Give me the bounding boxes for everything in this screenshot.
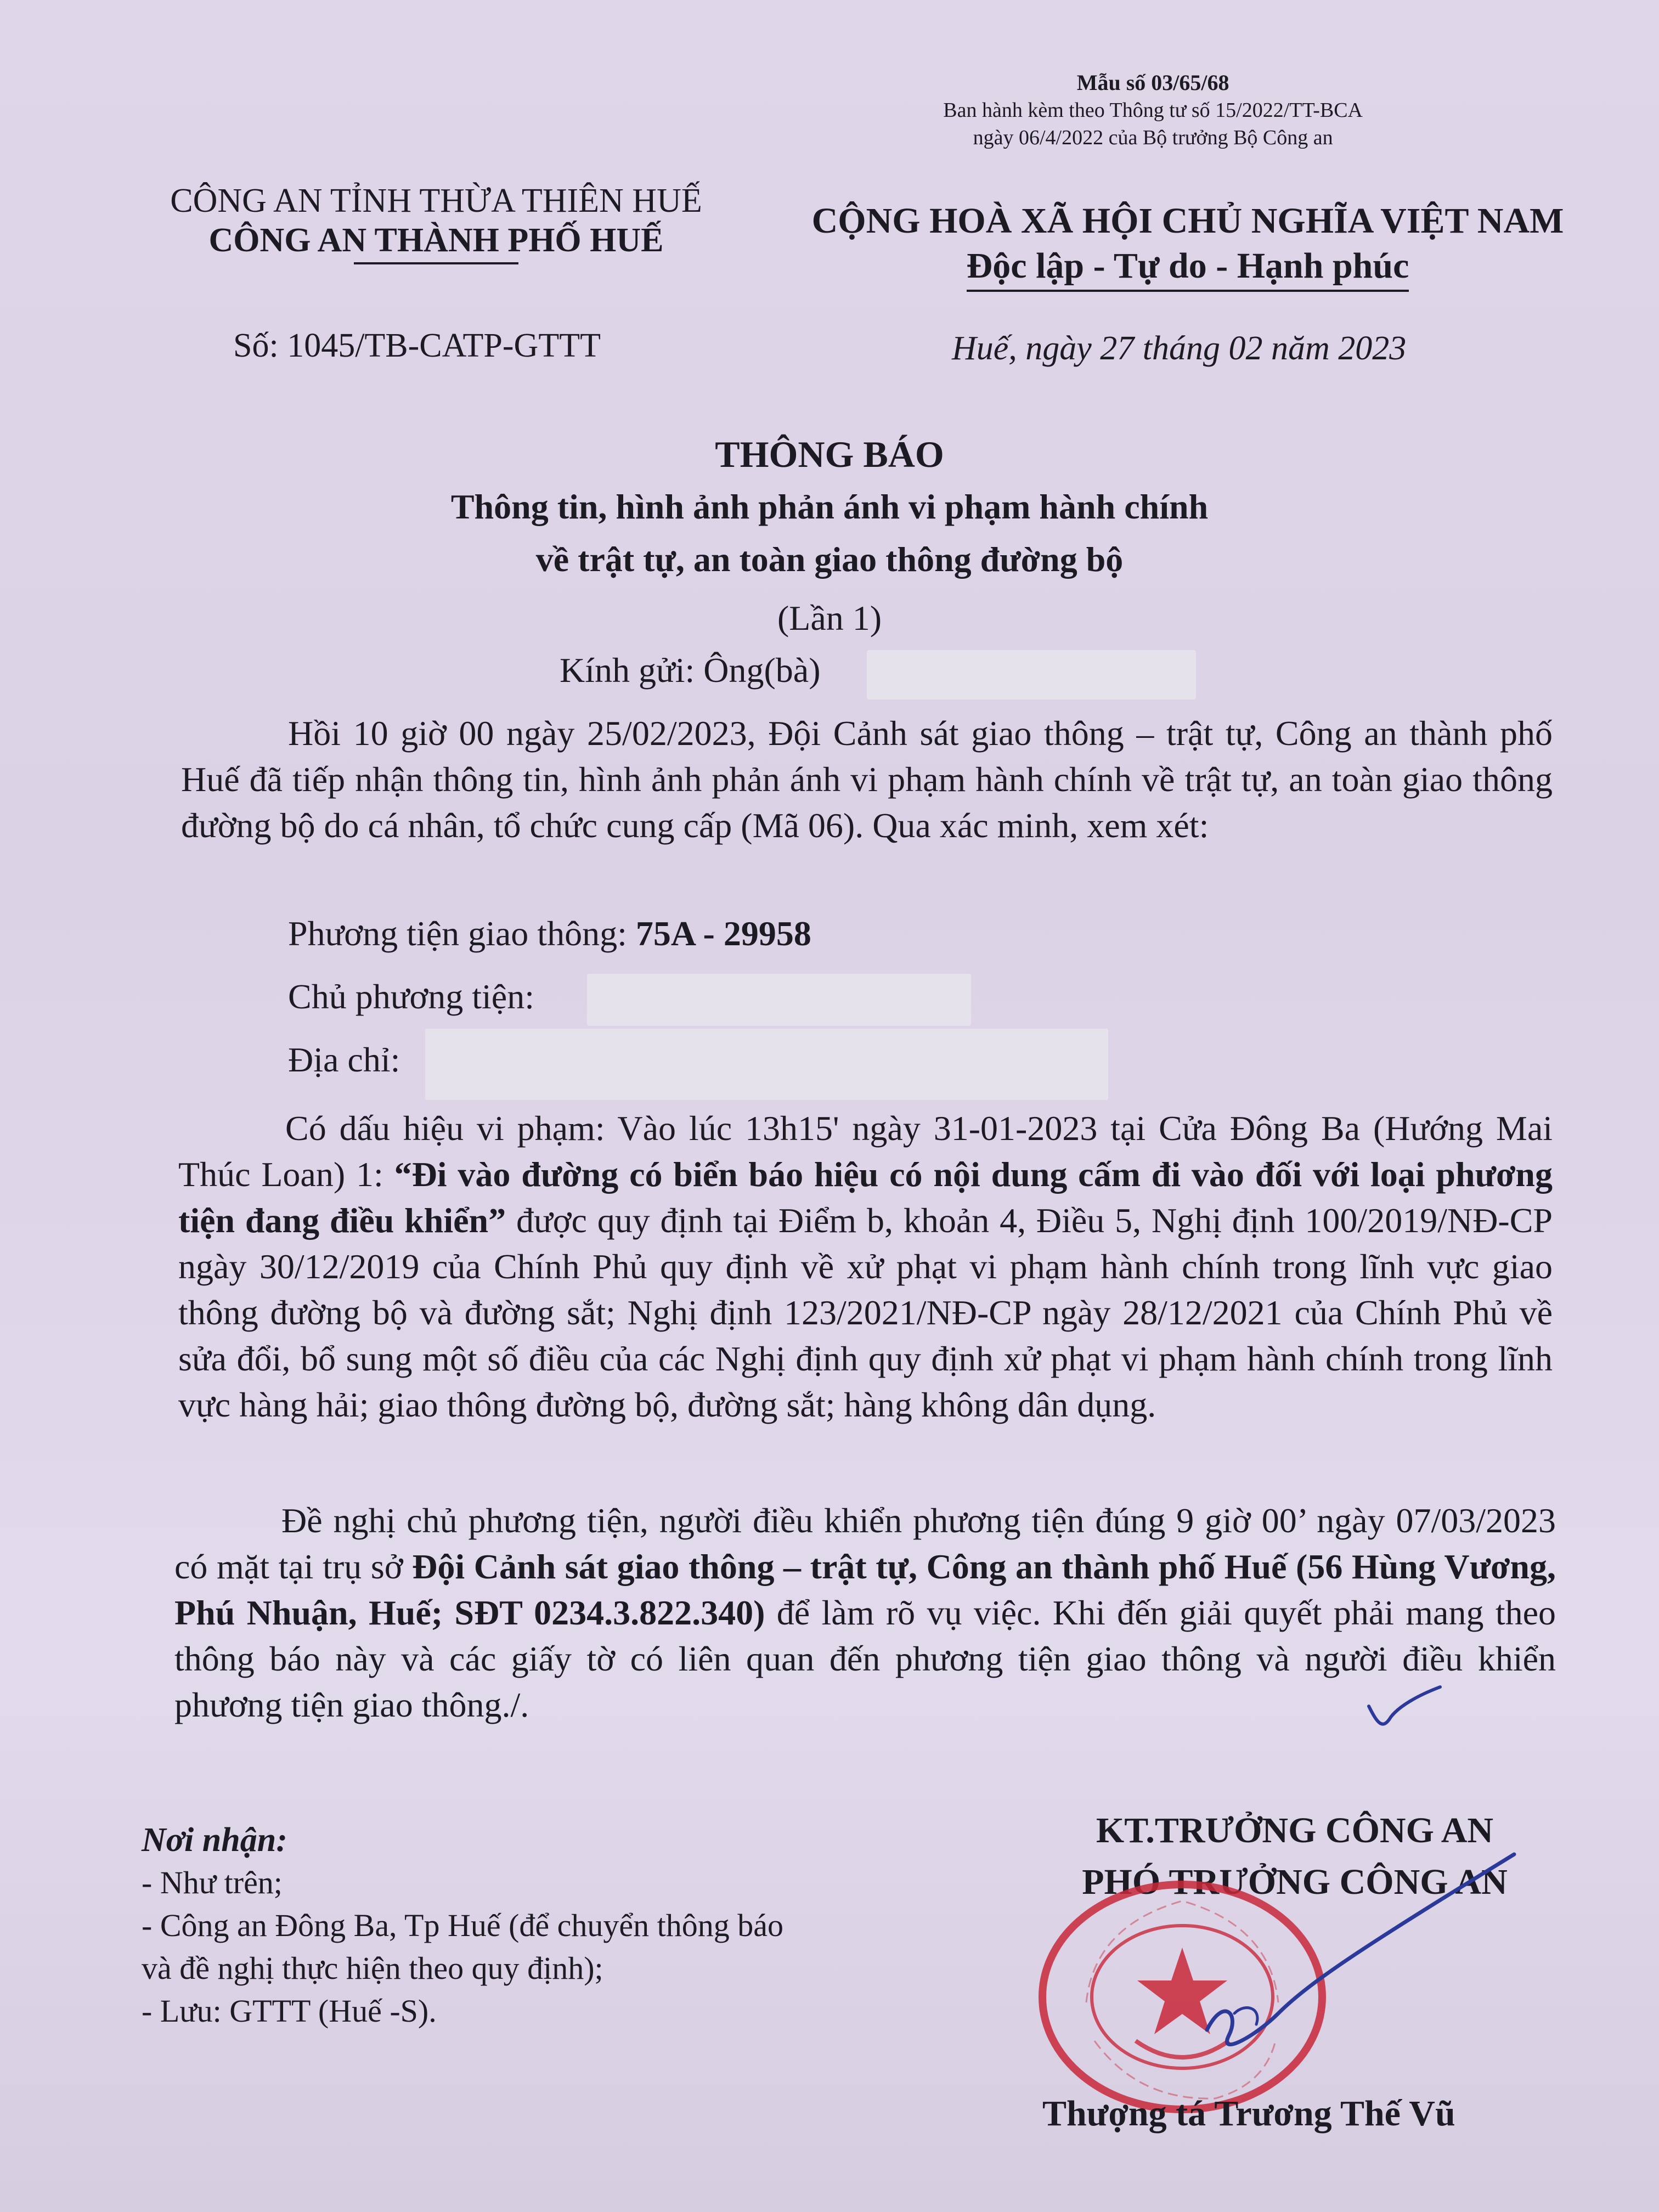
signature-line-1: KT.TRƯỞNG CÔNG AN <box>1096 1810 1494 1850</box>
handwritten-signature <box>1190 1849 1520 2068</box>
addressee-label: Kính gửi: Ông(bà) <box>560 651 821 690</box>
request-lead: Đề nghị chủ phương tiện, người điều khiển phương tiện đúng 9 giờ 00’ ngày 07/03/2023 có mặt tại trụ sở <box>174 1501 1556 1586</box>
check-mark-icon <box>1366 1684 1443 1734</box>
signature-line-2: PHÓ TRƯỞNG CÔNG AN <box>1082 1862 1508 1902</box>
national-heading <box>790 199 1585 292</box>
recipients-heading: Nơi nhận: <box>142 1821 287 1859</box>
nation-name: CỘNG HOÀ XÃ HỘI CHỦ NGHĨA VIỆT NAM <box>811 201 1564 241</box>
title-sub-2: về trật tự, an toàn giao thông đường bộ <box>535 540 1124 579</box>
nation-motto: Độc lập - Tự do - Hạnh phúc <box>967 244 1409 292</box>
redacted-addressee <box>867 650 1196 699</box>
redacted-owner <box>587 974 971 1026</box>
violation-rest: được quy định tại Điểm b, khoản 4, Điều 5, Nghị định 100/2019/NĐ-CP ngày 30/12/2019 của Chính Phủ quy định về xử phạt vi phạm hành chính trong lĩnh vực giao thông đường bộ và đường sắt; Nghị định 123/2021/NĐ-CP ngày 28/12/2021 của Chính Phủ về sửa đổi, bổ sung một số điều của các Nghị định quy định xử phạt vi phạm hành chính trong lĩnh vực hàng hải; giao thông đường bộ, đường sắt; hàng không dân dụng. <box>178 1201 1553 1424</box>
document-number: Số: 1045/TB-CATP-GTTT <box>233 327 601 364</box>
request-place: Đội Cảnh sát giao thông – trật tự, Công an thành phố Huế (56 Hùng Vương, Phú Nhuận, Huế; SĐT 0234.3.822.340) <box>174 1547 1556 1632</box>
request-rest: để làm rõ vụ việc. Khi đến giải quyết phải mang theo thông báo này và các giấy tờ có liên quan đến phương tiện giao thông và người điều khiển phương tiện giao thông./. <box>174 1593 1556 1724</box>
vehicle-plate: 75A - 29958 <box>635 914 811 953</box>
agency-parent: CÔNG AN TỈNH THỪA THIÊN HUẾ <box>170 182 702 219</box>
form-issued-date: ngày 06/4/2022 của Bộ trưởng Bộ Công an <box>973 126 1333 149</box>
place-date: Huế, ngày 27 tháng 02 năm 2023 <box>952 330 1407 367</box>
request-paragraph <box>174 1498 1556 1728</box>
notice-round: (Lần 1) <box>777 599 882 637</box>
recipient-item: - Như trên; <box>142 1865 283 1900</box>
redacted-address <box>425 1029 1108 1100</box>
vehicle-field <box>288 913 811 954</box>
title-sub-1: Thông tin, hình ảnh phản ánh vi phạm hành chính <box>450 487 1209 526</box>
owner-label-text: Chủ phương tiện: <box>288 977 534 1016</box>
intro-paragraph: Hồi 10 giờ 00 ngày 25/02/2023, Đội Cảnh sát giao thông – trật tự, Công an thành phố Huế đã tiếp nhận thông tin, hình ảnh phản ánh vi phạm hành chính về trật tự, an toàn giao thông đường bộ do cá nhân, tổ chức cung cấp (Mã 06). Qua xác minh, xem xét: <box>181 714 1553 845</box>
agency-underline <box>354 262 518 264</box>
vehicle-label: Phương tiện giao thông: <box>288 914 627 953</box>
recipient-item: và đề nghị thực hiện theo quy định); <box>142 1950 603 1986</box>
violation-lead: Có dấu hiệu vi phạm: Vào lúc 13h15' ngày 31-01-2023 tại Cửa Đông Ba (Hướng Mai Thúc Loan) 1: <box>178 1109 1553 1194</box>
violation-paragraph <box>178 1105 1553 1428</box>
document-title <box>0 428 1659 586</box>
violation-act: “Đi vào đường có biển báo hiệu có nội dung cấm đi vào đối với loại phương tiện đang điều khiển” <box>178 1155 1553 1240</box>
recipients-block <box>142 1819 783 2033</box>
address-label <box>288 1040 400 1080</box>
owner-label <box>288 977 534 1017</box>
recipient-item: - Lưu: GTTT (Huế -S). <box>142 1993 437 2029</box>
recipient-item: - Công an Đông Ba, Tp Huế (để chuyển thông báo <box>142 1908 783 1943</box>
form-issued-with: Ban hành kèm theo Thông tư số 15/2022/TT-BCA <box>943 99 1363 122</box>
address-label-text: Địa chỉ: <box>288 1040 400 1079</box>
issuing-agency <box>126 181 746 264</box>
agency-name: CÔNG AN THÀNH PHỐ HUẾ <box>208 222 664 259</box>
signer-name: Thượng tá Trương Thế Vũ <box>1042 2094 1455 2134</box>
title-main: THÔNG BÁO <box>715 433 944 475</box>
form-number: Mẫu số 03/65/68 <box>1076 70 1229 95</box>
form-code-block <box>943 69 1363 151</box>
